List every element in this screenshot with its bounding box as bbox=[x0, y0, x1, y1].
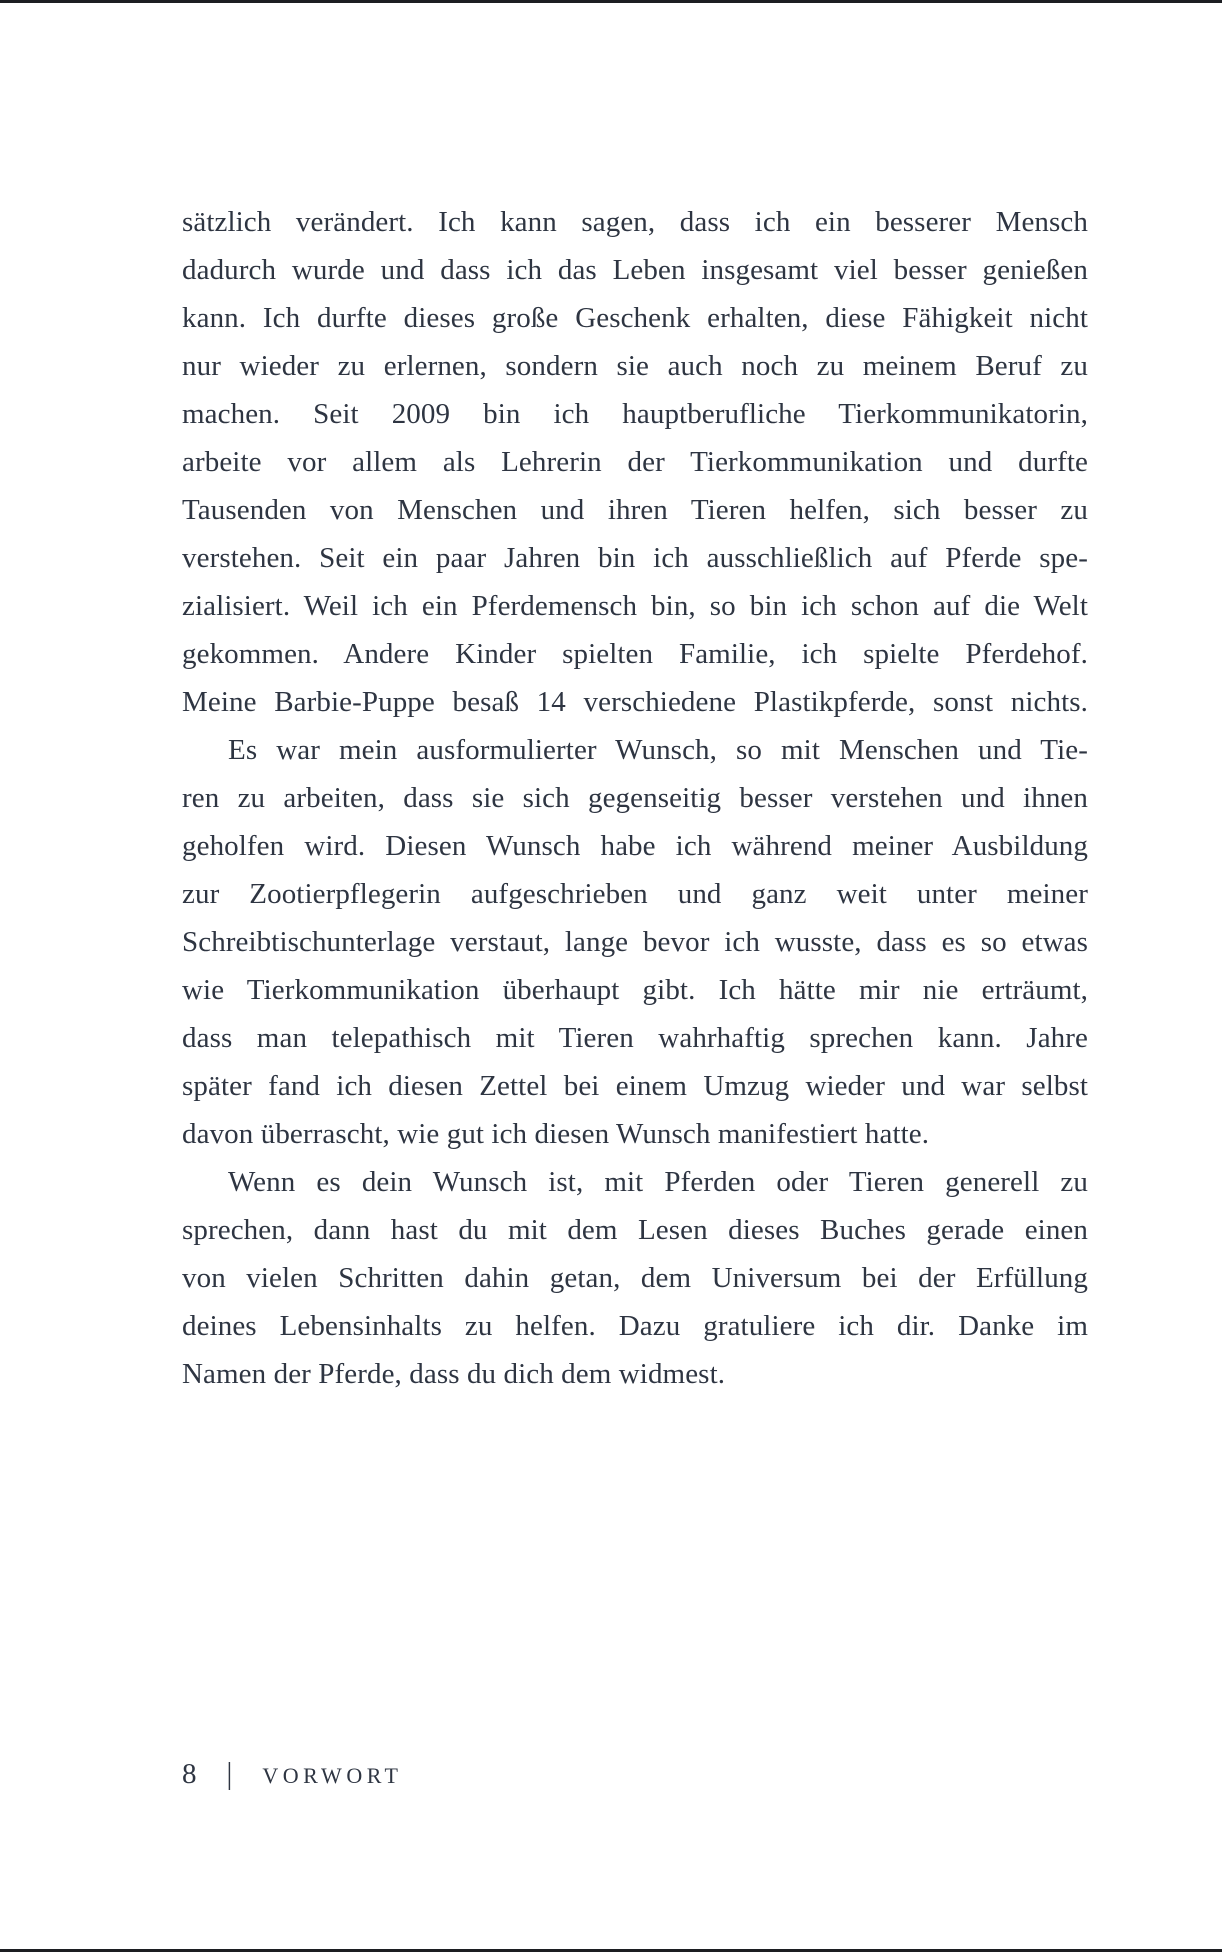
page-number: 8 bbox=[182, 1758, 197, 1790]
text-line: kann. Ich durfte dieses große Geschenk erhalten, diese Fähigkeit nicht bbox=[182, 302, 1088, 334]
text-line: dass man telepathisch mit Tieren wahrhaftig sprechen kann. Jahre bbox=[182, 1022, 1088, 1054]
text-line: Tausenden von Menschen und ihren Tieren helfen, sich besser zu bbox=[182, 494, 1088, 526]
text-line: sätzlich verändert. Ich kann sagen, dass ich ein besserer Mensch bbox=[182, 206, 1088, 238]
text-line: arbeite vor allem als Lehrerin der Tierkommunikation und durfte bbox=[182, 446, 1088, 478]
text-line: geholfen wird. Diesen Wunsch habe ich während meiner Ausbildung bbox=[182, 830, 1088, 862]
paragraph bbox=[182, 1158, 1088, 1398]
text-line: dadurch wurde und dass ich das Leben insgesamt viel besser genießen bbox=[182, 254, 1088, 286]
text-line: Meine Barbie-Puppe besaß 14 verschiedene Plastikpferde, sonst nichts. bbox=[182, 686, 1088, 718]
text-line: zialisiert. Weil ich ein Pferdemensch bin, so bin ich schon auf die Welt bbox=[182, 590, 1088, 622]
body-text bbox=[182, 198, 1088, 1398]
paragraph bbox=[182, 198, 1088, 726]
text-line: ren zu arbeiten, dass sie sich gegenseitig besser verstehen und ihnen bbox=[182, 782, 1088, 814]
text-line: Schreibtischunterlage verstaut, lange bevor ich wusste, dass es so etwas bbox=[182, 926, 1088, 958]
text-line: von vielen Schritten dahin getan, dem Universum bei der Erfüllung bbox=[182, 1262, 1088, 1294]
footer-divider: | bbox=[226, 1757, 233, 1791]
section-label: VORWORT bbox=[262, 1763, 403, 1788]
text-line: wie Tierkommunikation überhaupt gibt. Ich hätte mir nie erträumt, bbox=[182, 974, 1088, 1006]
text-line: später fand ich diesen Zettel bei einem Umzug wieder und war selbst bbox=[182, 1070, 1088, 1102]
text-line: verstehen. Seit ein paar Jahren bin ich ausschließlich auf Pferde spe- bbox=[182, 542, 1088, 574]
text-line: nur wieder zu erlernen, sondern sie auch noch zu meinem Beruf zu bbox=[182, 350, 1088, 382]
text-line: Wenn es dein Wunsch ist, mit Pferden oder Tieren generell zu bbox=[228, 1166, 1088, 1198]
text-line: deines Lebensinhalts zu helfen. Dazu gratuliere ich dir. Danke im bbox=[182, 1310, 1088, 1342]
page-footer bbox=[182, 1758, 403, 1792]
text-line: Namen der Pferde, dass du dich dem widmest. bbox=[182, 1358, 726, 1390]
text-line: Es war mein ausformulierter Wunsch, so mit Menschen und Tie- bbox=[228, 734, 1088, 766]
screen-edge-top bbox=[0, 0, 1222, 3]
text-line: machen. Seit 2009 bin ich hauptberufliche Tierkommunikatorin, bbox=[182, 398, 1088, 430]
paragraph bbox=[182, 726, 1088, 1158]
text-line: gekommen. Andere Kinder spielten Familie, ich spielte Pferdehof. bbox=[182, 638, 1088, 670]
text-line: zur Zootierpflegerin aufgeschrieben und ganz weit unter meiner bbox=[182, 878, 1088, 910]
text-line: davon überrascht, wie gut ich diesen Wunsch manifestiert hatte. bbox=[182, 1118, 930, 1150]
text-line: sprechen, dann hast du mit dem Lesen dieses Buches gerade einen bbox=[182, 1214, 1088, 1246]
